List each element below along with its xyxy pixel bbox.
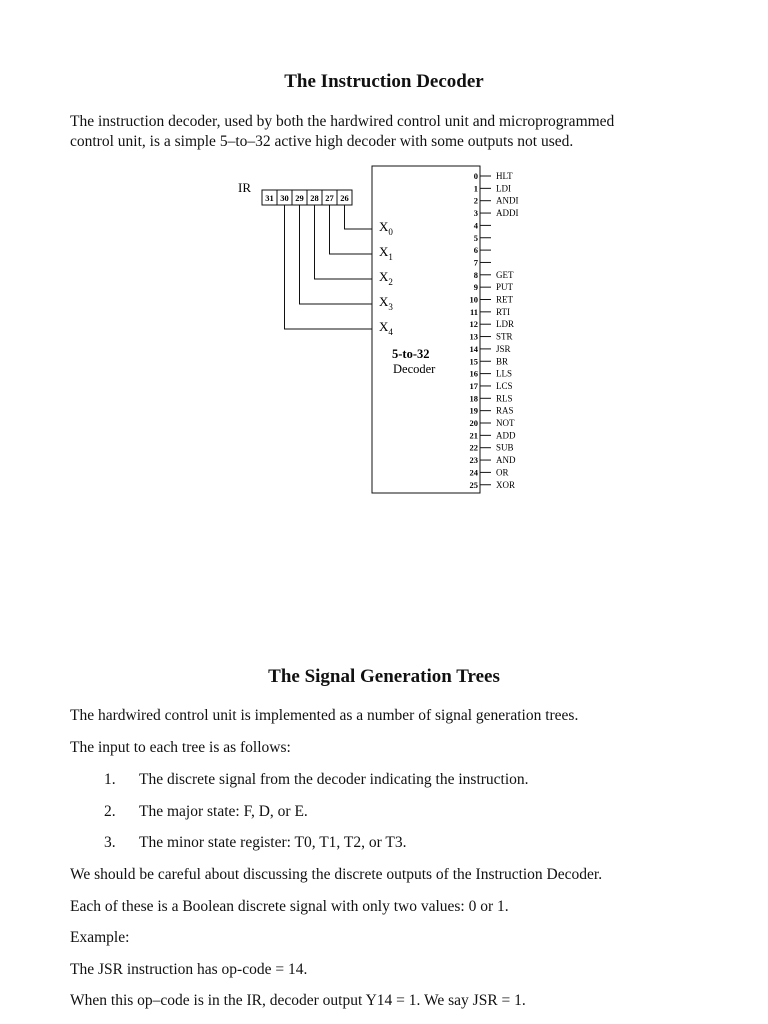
output-index: 22 — [469, 442, 478, 453]
ir-bit-label: 28 — [310, 193, 319, 203]
intro-paragraph-line-2: control unit, is a simple 5–to–32 active high decoder with some outputs not used. — [70, 133, 574, 150]
output-index: 25 — [469, 479, 478, 490]
output-index: 0 — [473, 171, 478, 181]
output-index: 21 — [469, 430, 478, 441]
paragraph-jsr-output: When this op–code is in the IR, decoder output Y14 = 1. We say JSR = 1. — [70, 992, 526, 1009]
input-label: $X_3$ — [379, 294, 393, 312]
section-title-signal-generation-trees: The Signal Generation Trees — [268, 666, 500, 687]
output-label: XOR — [496, 479, 516, 490]
output-label: ANDI — [496, 195, 519, 206]
decoder-label-line-2: Decoder — [393, 362, 436, 376]
output-index: 24 — [469, 467, 478, 478]
output-index: 15 — [469, 356, 478, 367]
output-label: AND — [496, 455, 516, 466]
decoder-label-line-1: 5-to-32 — [392, 347, 430, 361]
output-label: ADD — [496, 430, 516, 441]
output-label: BR — [496, 356, 509, 367]
input-label: $X_1$ — [379, 244, 393, 262]
output-index: 17 — [469, 380, 478, 391]
output-index: 3 — [473, 208, 478, 219]
output-index: 18 — [469, 393, 478, 404]
output-label: RAS — [496, 405, 514, 416]
paragraph-tree-inputs: The input to each tree is as follows: — [70, 739, 291, 756]
output-index: 7 — [473, 257, 478, 268]
output-index: 14 — [469, 343, 478, 354]
paragraph-trees-intro: The hardwired control unit is implemented as a number of signal generation trees. — [70, 707, 579, 724]
paragraph-careful: We should be careful about discussing the discrete outputs of the Instruction Decoder. — [70, 866, 603, 883]
output-label: LDI — [496, 183, 511, 194]
output-label: RTI — [496, 306, 510, 317]
output-index: 4 — [473, 220, 478, 231]
output-label: RLS — [496, 393, 513, 404]
output-label: ADDI — [496, 208, 519, 219]
output-index: 6 — [473, 245, 478, 256]
output-index: 10 — [469, 294, 478, 305]
list-number: 3. — [104, 834, 116, 851]
input-wire — [315, 205, 373, 279]
decoder-diagram — [0, 0, 768, 510]
paragraph-example-label: Example: — [70, 929, 130, 946]
section-title-instruction-decoder: The Instruction Decoder — [284, 71, 484, 92]
output-index: 2 — [473, 195, 478, 206]
ir-bit-label: 27 — [325, 193, 334, 203]
output-index: 23 — [469, 455, 478, 466]
input-wire — [345, 205, 373, 229]
output-label: LLS — [496, 368, 513, 379]
list-item: The minor state register: T0, T1, T2, or T3. — [139, 834, 407, 851]
output-label: LCS — [496, 380, 513, 391]
output-label: OR — [496, 467, 509, 478]
output-label: LDR — [496, 319, 514, 330]
output-index: 9 — [473, 282, 478, 293]
output-index: 13 — [469, 331, 478, 342]
list-item: The major state: F, D, or E. — [139, 803, 308, 820]
output-index: 19 — [469, 405, 478, 416]
output-index: 16 — [469, 368, 478, 379]
input-wire — [285, 205, 373, 329]
paragraph-boolean: Each of these is a Boolean discrete signal with only two values: 0 or 1. — [70, 898, 509, 915]
input-label: $X_0$ — [379, 219, 393, 237]
output-label: HLT — [496, 171, 513, 181]
output-index: 12 — [469, 319, 478, 330]
intro-paragraph-line-1: The instruction decoder, used by both the hardwired control unit and microprogrammed — [70, 113, 615, 130]
output-label: STR — [496, 331, 513, 342]
ir-bit-label: 31 — [265, 193, 274, 203]
list-item: The discrete signal from the decoder indicating the instruction. — [139, 771, 529, 788]
output-label: JSR — [496, 343, 511, 354]
output-label: GET — [496, 269, 514, 280]
output-label: SUB — [496, 442, 514, 453]
ir-label: IR — [238, 180, 251, 195]
ir-bit-label: 26 — [340, 193, 349, 203]
list-number: 2. — [104, 803, 116, 820]
output-label: RET — [496, 294, 513, 305]
ir-bit-label: 30 — [280, 193, 289, 203]
output-index: 8 — [473, 269, 478, 280]
input-label: $X_4$ — [379, 319, 393, 337]
paragraph-jsr-opcode: The JSR instruction has op-code = 14. — [70, 961, 308, 978]
output-label: PUT — [496, 282, 514, 293]
ir-bit-label: 29 — [295, 193, 304, 203]
input-label: $X_2$ — [379, 269, 393, 287]
output-index: 11 — [469, 306, 478, 317]
output-index: 20 — [469, 418, 478, 428]
output-label: NOT — [496, 418, 515, 428]
output-index: 5 — [473, 232, 478, 243]
list-number: 1. — [104, 771, 116, 788]
output-index: 1 — [473, 183, 478, 194]
